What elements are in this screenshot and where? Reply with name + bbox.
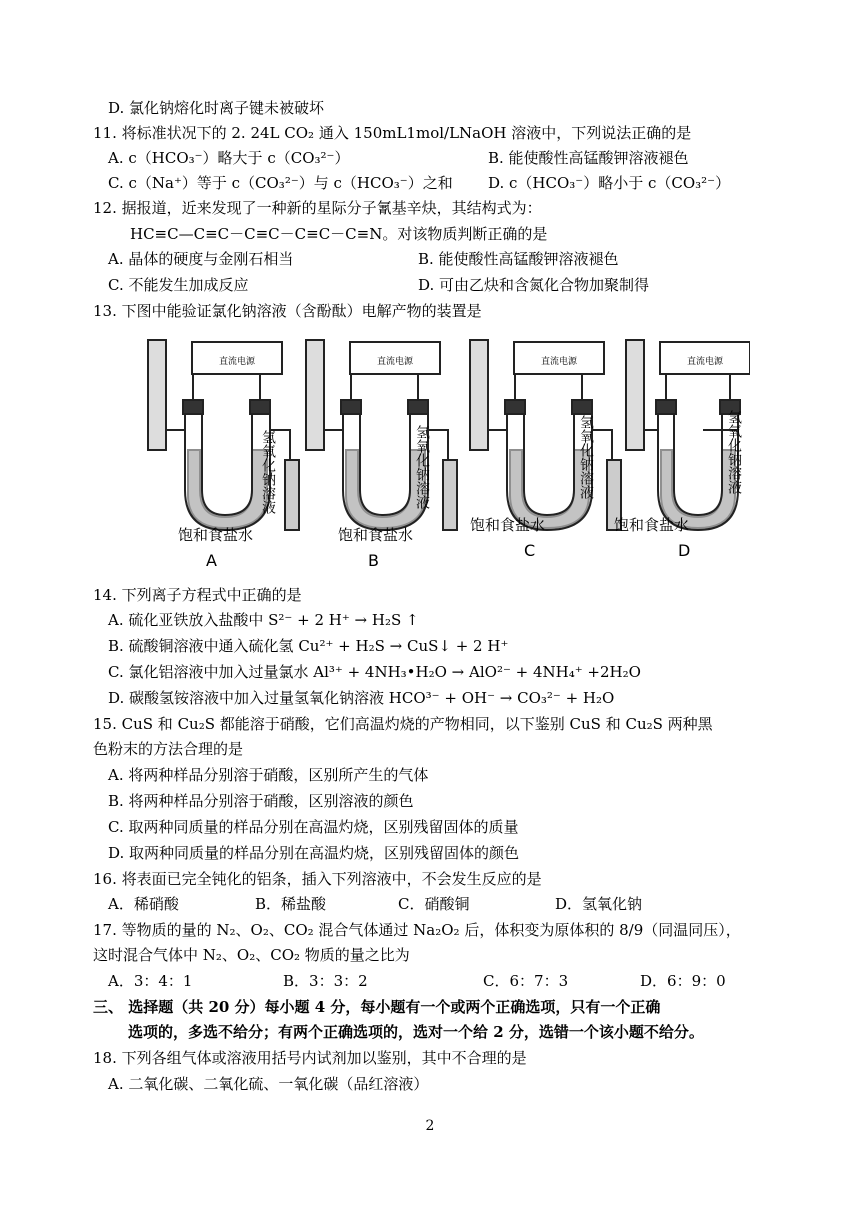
q11-option-c: C. c（Na⁺）等于 c（CO₃²⁻）与 c（HCO₃⁻）之和 [108, 174, 453, 192]
power-label-c: 直流电源 [540, 357, 578, 367]
q11-option-d: D. c（HCO₃⁻）略小于 c（CO₃²⁻） [488, 174, 731, 192]
label-d: D [678, 541, 691, 560]
side-label-d: 氢氧化钠溶液 [726, 410, 742, 494]
q14-stem: 14. 下列离子方程式中正确的是 [93, 586, 302, 604]
q17-stem-cont: 这时混合气体中 N₂、O₂、CO₂ 物质的量之比为 [93, 946, 410, 964]
side-label-b: 氢氧化钠溶液 [414, 425, 430, 509]
apparatus-b [306, 340, 457, 530]
electrolysis-apparatus-figure [130, 330, 750, 570]
q16-option-a: A．稀硝酸 [108, 895, 179, 913]
q14-option-d: D. 碳酸氢铵溶液中加入过量氢氧化钠溶液 HCO³⁻ + OH⁻ → CO₃²⁻ + H₂O [108, 689, 615, 707]
q14-option-a: A. 硫化亚铁放入盐酸中 S²⁻ + 2 H⁺ → H₂S ↑ [108, 611, 419, 629]
q11-option-a: A. c（HCO₃⁻）略大于 c（CO₃²⁻） [108, 149, 350, 167]
q11-stem: 11. 将标准状况下的 2. 24L CO₂ 通入 150mL1mol/LNaOH 溶液中，下列说法正确的是 [93, 124, 692, 142]
q13-stem: 13. 下图中能验证氯化钠溶液（含酚酞）电解产物的装置是 [93, 302, 482, 320]
section-3-heading: 三、 选择题（共 20 分）每小题 4 分，每小题有一个或两个正确选项，只有一个正确 [93, 998, 661, 1016]
q12-option-a: A. 晶体的硬度与金刚石相当 [108, 250, 294, 268]
q10-option-d: D. 氯化钠熔化时离子键未被破坏 [108, 99, 325, 117]
q12-formula: HC≡C—C≡C－C≡C－C≡C－C≡N。对该物质判断正确的是 [130, 225, 548, 243]
q15-option-a: A. 将两种样品分别溶于硝酸，区别所产生的气体 [108, 766, 429, 784]
side-label-a: 氢氧化钠溶液 [260, 430, 276, 514]
side-label-c: 氢氧化钠溶液 [578, 415, 594, 499]
q18-option-a: A. 二氧化碳、二氧化硫、一氧化碳（品红溶液） [108, 1075, 429, 1093]
q16-option-c: C．硝酸铜 [398, 895, 470, 913]
q17-stem: 17. 等物质的量的 N₂、O₂、CO₂ 混合气体通过 Na₂O₂ 后，体积变为原体积的 8/9（同温同压）， [93, 921, 741, 939]
q14-option-b: B. 硫酸铜溶液中通入硫化氢 Cu²⁺ + H₂S → CuS↓ + 2 H⁺ [108, 637, 509, 655]
label-b: B [368, 551, 379, 570]
q17-option-b: B．3：3：2 [283, 972, 368, 990]
q18-stem: 18. 下列各组气体或溶液用括号内试剂加以鉴别，其中不合理的是 [93, 1049, 527, 1067]
q12-option-c: C. 不能发生加成反应 [108, 276, 249, 294]
q15-option-b: B. 将两种样品分别溶于硝酸，区别溶液的颜色 [108, 792, 414, 810]
label-a: A [206, 551, 217, 570]
q17-option-c: C．6：7：3 [483, 972, 569, 990]
section-3-heading-cont: 选项的，多选不给分；有两个正确选项的，选对一个给 2 分，选错一个该小题不给分。 [128, 1023, 704, 1041]
power-label-b: 直流电源 [376, 357, 414, 367]
q15-stem-cont: 色粉末的方法合理的是 [93, 740, 244, 758]
bottom-label-d: 饱和食盐水 [614, 516, 690, 534]
q15-option-d: D. 取两种同质量的样品分别在高温灼烧，区别残留固体的颜色 [108, 844, 520, 862]
q16-option-d: D．氢氧化钠 [555, 895, 643, 913]
q12-stem: 12. 据报道，近来发现了一种新的星际分子氰基辛炔，其结构式为： [93, 199, 542, 217]
power-label-d: 直流电源 [686, 357, 724, 367]
bottom-label-a: 饱和食盐水 [178, 526, 254, 544]
bottom-label-c: 饱和食盐水 [470, 516, 546, 534]
power-label-a: 直流电源 [218, 357, 256, 367]
q11-option-b: B. 能使酸性高锰酸钾溶液褪色 [488, 149, 689, 167]
q17-option-d: D．6：9：0 [640, 972, 726, 990]
q14-option-c: C. 氯化铝溶液中加入过量氯水 Al³⁺ + 4NH₃•H₂O → AlO²⁻ + 4NH₄⁺ +2H₂O [108, 663, 641, 681]
q17-option-a: A．3：4：1 [108, 972, 193, 990]
q16-option-b: B．稀盐酸 [255, 895, 327, 913]
q15-stem: 15. CuS 和 Cu₂S 都能溶于硝酸，它们高温灼烧的产物相同，以下鉴别 CuS 和 Cu₂S 两种黑 [93, 715, 713, 733]
q15-option-c: C. 取两种同质量的样品分别在高温灼烧，区别残留固体的质量 [108, 818, 519, 836]
page-number: 2 [425, 1118, 435, 1134]
bottom-label-b: 饱和食盐水 [338, 526, 414, 544]
q16-stem: 16. 将表面已完全钝化的铝条，插入下列溶液中，不会发生反应的是 [93, 870, 542, 888]
label-c: C [524, 541, 536, 560]
apparatus-c [470, 340, 621, 530]
q12-option-d: D. 可由乙炔和含氮化合物加聚制得 [418, 276, 650, 294]
q12-option-b: B. 能使酸性高锰酸钾溶液褪色 [418, 250, 619, 268]
